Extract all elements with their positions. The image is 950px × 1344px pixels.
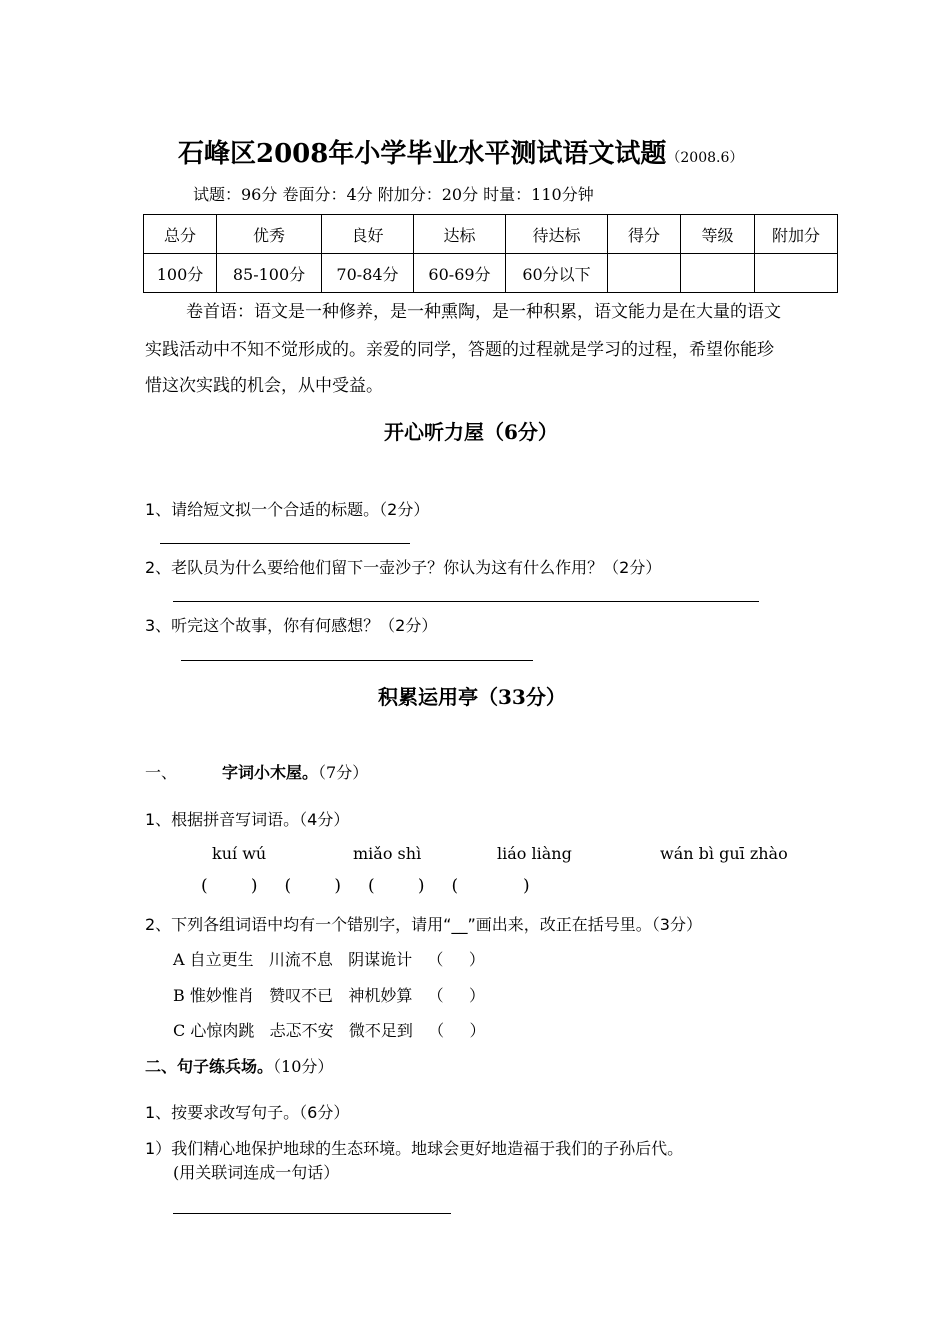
grade-input-cell[interactable] bbox=[681, 254, 755, 293]
pinyin-4: wán bì guī zhào bbox=[660, 844, 788, 863]
score-input-cell[interactable] bbox=[608, 254, 681, 293]
page-title bbox=[178, 133, 743, 170]
table-cell: 100分 bbox=[144, 254, 217, 293]
table-cell: 60-69分 bbox=[414, 254, 506, 293]
part-2-score: （10分） bbox=[273, 1057, 334, 1076]
part-2-heading bbox=[145, 1054, 333, 1077]
table-cell: 等级 bbox=[681, 215, 755, 254]
section-title-listening: 开心听力屋（6分） bbox=[384, 420, 558, 444]
answer-line-2[interactable] bbox=[173, 601, 759, 602]
answer-line-3[interactable] bbox=[181, 660, 533, 661]
answer-line-1[interactable] bbox=[160, 543, 410, 544]
title-text: 石峰区2008年小学毕业水平测试语文试题 bbox=[178, 139, 667, 169]
option-a: A 自立更生 川流不息 阴谋诡计 （ ） bbox=[173, 950, 485, 969]
table-cell: 70-84分 bbox=[322, 254, 414, 293]
pinyin-2: miǎo shì bbox=[353, 844, 422, 863]
part-1-heading bbox=[145, 760, 368, 783]
part-1-title: 字词小木屋。 bbox=[222, 763, 319, 782]
part-2-title: 二、句子练兵场。 bbox=[145, 1057, 274, 1076]
part-2-question-1: 1、按要求改写句子。（6分） bbox=[145, 1103, 350, 1122]
part-1-question-2: 2、下列各组词语中均有一个错别字，请用“__”画出来，改正在括号里。（3分） bbox=[145, 915, 702, 934]
option-c: C 心惊肉跳 忐忑不安 微不足到 （ ） bbox=[173, 1021, 486, 1040]
table-cell: 附加分 bbox=[755, 215, 838, 254]
score-table-header-row bbox=[144, 215, 838, 254]
option-b: B 惟妙惟肖 赞叹不已 神机妙算 （ ） bbox=[173, 986, 486, 1005]
intro-line-1: 卷首语：语文是一种修养，是一种熏陶，是一种积累，语文能力是在大量的语文 bbox=[186, 302, 781, 322]
table-cell: 总分 bbox=[144, 215, 217, 254]
table-cell: 达标 bbox=[414, 215, 506, 254]
table-cell: 良好 bbox=[322, 215, 414, 254]
intro-line-2: 实践活动中不知不觉形成的。亲爱的同学，答题的过程就是学习的过程，希望你能珍 bbox=[145, 340, 774, 360]
part-2-question-1-1: 1）我们精心地保护地球的生态环境。地球会更好地造福于我们的子孙后代。 bbox=[145, 1139, 684, 1158]
table-cell: 得分 bbox=[608, 215, 681, 254]
section-title-accumulation: 积累运用亭（33分） bbox=[378, 685, 566, 709]
part-1-score: （7分） bbox=[318, 763, 369, 782]
table-cell: 85-100分 bbox=[217, 254, 322, 293]
pinyin-3: liáo liàng bbox=[497, 844, 572, 863]
exam-meta: 试题：96分 卷面分：4分 附加分：20分 时量：110分钟 bbox=[193, 185, 594, 204]
question-3: 3、听完这个故事，你有何感想？（2分） bbox=[145, 616, 438, 635]
title-date: （2008.6） bbox=[666, 150, 744, 166]
pinyin-1: kuí wú bbox=[212, 844, 267, 863]
part-2-question-1-1-hint: (用关联词连成一句话） bbox=[173, 1163, 340, 1182]
intro-line-3: 惜这次实践的机会，从中受益。 bbox=[145, 376, 383, 396]
table-cell: 待达标 bbox=[506, 215, 608, 254]
score-table bbox=[143, 214, 838, 293]
answer-brackets[interactable]: ( ) ( ) ( ) ( ) bbox=[201, 876, 530, 896]
answer-line-4[interactable] bbox=[173, 1213, 451, 1214]
table-cell: 60分以下 bbox=[506, 254, 608, 293]
part-1-number: 一、 bbox=[145, 763, 178, 782]
bonus-input-cell[interactable] bbox=[755, 254, 838, 293]
question-2: 2、老队员为什么要给他们留下一壶沙子？你认为这有什么作用？（2分） bbox=[145, 558, 662, 577]
score-table-value-row bbox=[144, 254, 838, 293]
part-1-question-1: 1、根据拼音写词语。（4分） bbox=[145, 810, 350, 829]
question-1: 1、请给短文拟一个合适的标题。（2分） bbox=[145, 500, 430, 519]
table-cell: 优秀 bbox=[217, 215, 322, 254]
